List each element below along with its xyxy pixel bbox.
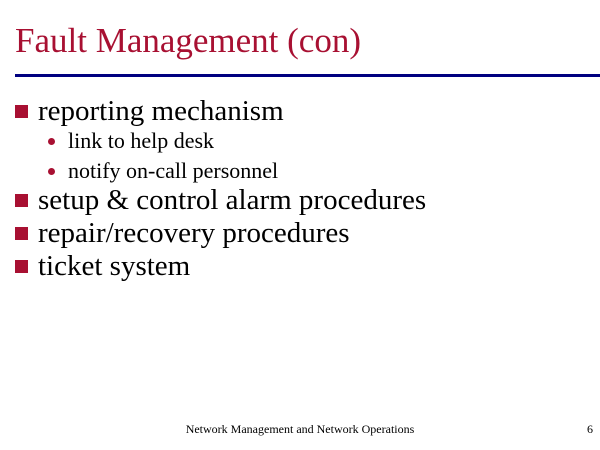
list-item xyxy=(0,96,600,128)
page-title: Fault Management (con) xyxy=(15,21,362,60)
list-item-label: reporting mechanism xyxy=(38,95,284,127)
bullet-dot-icon xyxy=(48,168,55,175)
bullet-square-icon xyxy=(15,194,28,207)
bullet-square-icon xyxy=(15,227,28,240)
title-divider xyxy=(15,74,600,77)
list-item xyxy=(0,129,600,153)
page-number: 6 xyxy=(587,422,593,436)
bullet-square-icon xyxy=(15,260,28,273)
bullet-dot-icon xyxy=(48,138,55,145)
list-item-label: link to help desk xyxy=(68,128,215,153)
list-item xyxy=(0,251,600,283)
list-item-label: setup & control alarm procedures xyxy=(38,184,427,216)
list-item-label: ticket system xyxy=(38,250,191,282)
list-item xyxy=(0,185,600,217)
list-item-label: repair/recovery procedures xyxy=(38,217,350,249)
bullet-square-icon xyxy=(15,105,28,118)
footer-text: Network Management and Network Operations xyxy=(185,422,415,436)
list-item xyxy=(0,159,600,183)
list-item xyxy=(0,218,600,250)
list-item-label: notify on-call personnel xyxy=(68,158,279,183)
